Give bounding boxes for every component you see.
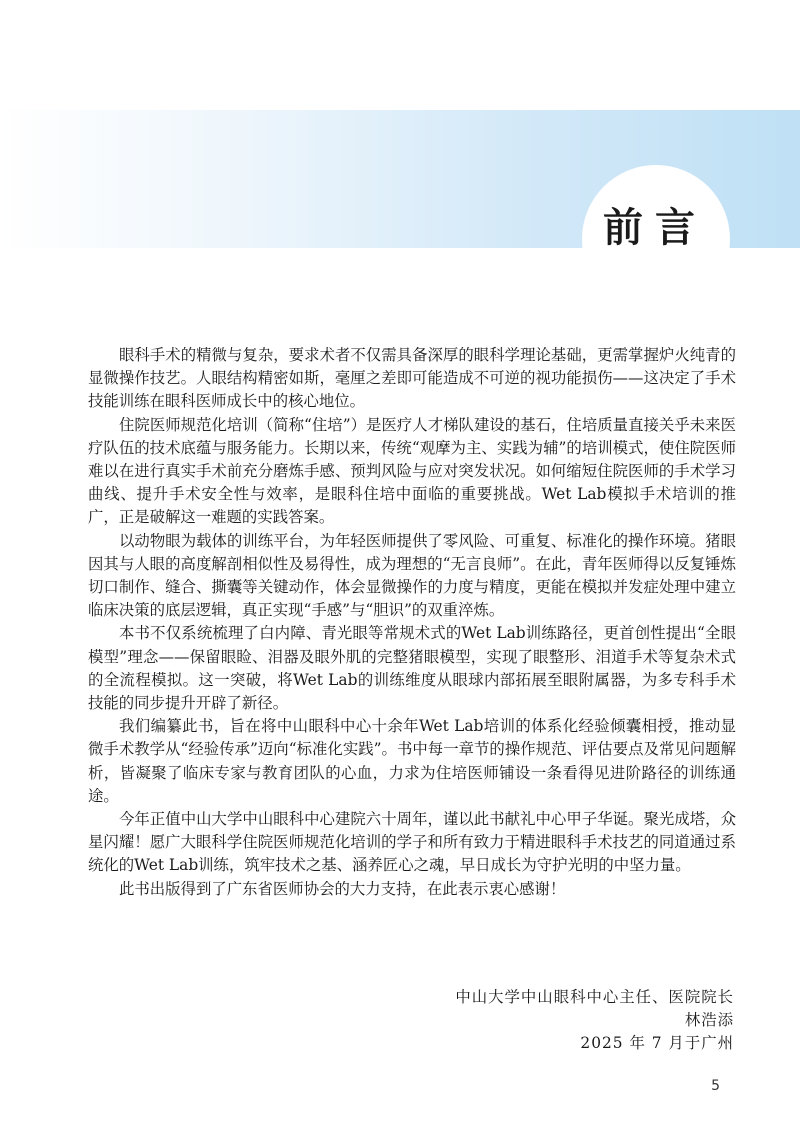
paragraph-6: 今年正值中山大学中山眼科中心建院六十周年，谨以此书献礼中心甲子华诞。聚光成塔，众星闪耀！愿广大眼科学住院医师规范化培训的学子和所有致力于精进眼科手术技艺的同道通过系统化的Wet Lab训练，筑牢技术之基、涵养匠心之魂，早日成长为守护光明的中坚力量。 (88, 810, 736, 875)
paragraph-5: 我们编纂此书，旨在将中山眼科中心十余年Wet Lab培训的体系化经验倾囊相授，推动显微手术教学从“经验传承”迈向“标准化实践”。书中每一章节的操作规范、评估要点及常见问题解析，皆凝聚了临床专家与教育团队的心血，力求为住培医师铺设一条看得见进阶路径的训练通途。 (88, 717, 736, 805)
page-title: 前言 (603, 205, 707, 251)
paragraph-7: 此书出版得到了广东省医师协会的大力支持，在此表示衷心感谢！ (119, 879, 566, 898)
author-position: 中山大学中山眼科中心主任、医院院长 (455, 988, 734, 1006)
signature-block (455, 986, 734, 1056)
preface-body (88, 344, 736, 901)
page-number: 5 (711, 1078, 720, 1094)
paragraph-4: 本书不仅系统梳理了白内障、青光眼等常规术式的Wet Lab训练路径，更首创性提出“全眼模型”理念——保留眼睑、泪器及眼外肌的完整猪眼模型，实现了眼整形、泪道手术等复杂术式的全流程模拟。这一突破，将Wet Lab的训练维度从眼球内部拓展至眼附属器，为多专科手术技能的同步提升开辟了新径。 (88, 624, 736, 713)
date-place: 2025 年 7 月于广州 (580, 1034, 734, 1053)
paragraph-3: 以动物眼为载体的训练平台，为年轻医师提供了零风险、可重复、标准化的操作环境。猪眼因其与人眼的高度解剖相似性及易得性，成为理想的“无言良师”。在此，青年医师得以反复锤炼切口制作、缝合、撕囊等关键动作，体会显微操作的力度与精度，更能在模拟并发症处理中建立临床决策的底层逻辑，真正实现“手感”与“胆识”的双重淬炼。 (88, 531, 736, 620)
author-name: 林浩添 (684, 1011, 734, 1030)
paragraph-1: 眼科手术的精微与复杂，要求术者不仅需具备深厚的眼科学理论基础，更需掌握炉火纯青的显微操作技艺。人眼结构精密如斯，毫厘之差即可能造成不可逆的视功能损伤——这决定了手术技能训练在眼科医师成长中的核心地位。 (88, 346, 736, 411)
paragraph-2: 住院医师规范化培训（简称“住培”）是医疗人才梯队建设的基石，住培质量直接关乎未来医疗队伍的技术底蕴与服务能力。长期以来，传统“观摩为主、实践为辅”的培训模式，使住院医师难以在进行真实手术前充分磨炼手感、预判风险与应对突发状况。如何缩短住院医师的手术学习曲线、提升手术安全性与效率，是眼科住培中面临的重要挑战。Wet Lab模拟手术培训的推广，正是破解这一难题的实践答案。 (88, 415, 736, 527)
